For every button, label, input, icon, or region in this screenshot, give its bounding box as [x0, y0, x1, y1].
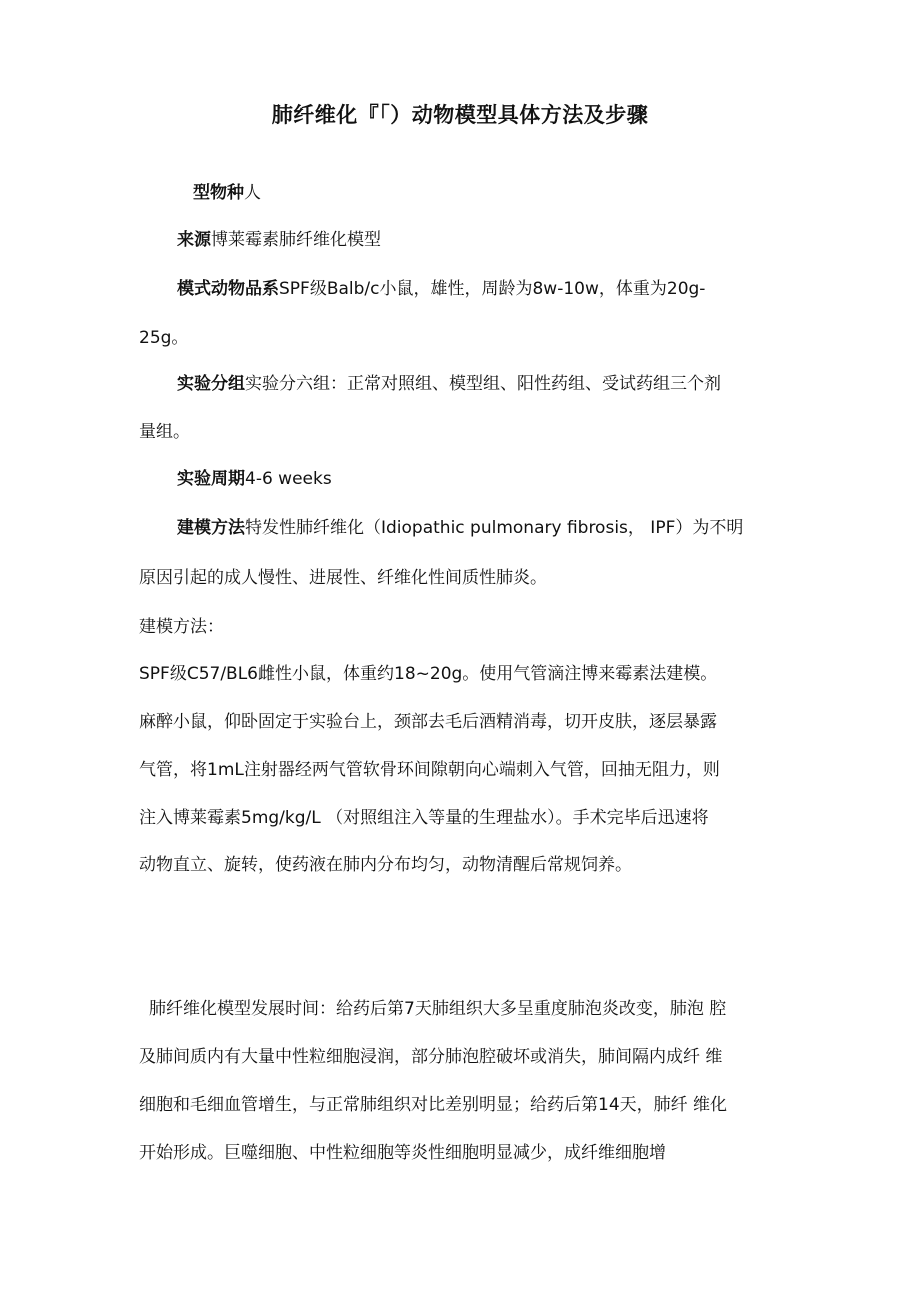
method-heading: 建模方法：: [139, 617, 224, 637]
timeline-line: 开始形成。巨噬细胞、中性粒细胞等炎性细胞明显减少，成纤维细胞增: [139, 1143, 666, 1163]
method-value: 特发性肺纤维化（Idiopathic pulmonary fibrosis， IPF）为不明: [245, 518, 744, 538]
period-line: [177, 467, 332, 491]
grouping-continuation: 量组。: [139, 422, 190, 442]
grouping-label: 实验分组: [177, 374, 245, 394]
method-label: 建模方法: [177, 518, 245, 538]
document-title: 肺纤维化『「）动物模型具体方法及步骤: [271, 103, 649, 127]
source-value: 博莱霉素肺纤维化模型: [211, 230, 381, 250]
strain-label: 模式动物品系: [177, 279, 279, 299]
method-continuation: 原因引起的成人慢性、进展性、纤维化性间质性肺炎。: [139, 568, 547, 588]
strain-value: SPF级Balb/c小鼠，雄性，周龄为8w-10w，体重为20g-: [279, 279, 706, 299]
grouping-line: [177, 372, 721, 396]
timeline-line: 肺纤维化模型发展时间：给药后第7天肺组织大多呈重度肺泡炎改变，肺泡 腔: [149, 999, 727, 1019]
species-label: 型物种: [193, 183, 244, 203]
grouping-value: 实验分六组：正常对照组、模型组、阳性药组、受试药组三个剂: [245, 374, 721, 394]
period-label: 实验周期: [177, 469, 245, 489]
method-line: [177, 516, 743, 540]
strain-line: [177, 277, 705, 301]
procedure-line: 注入博莱霉素5mg/kg/L （对照组注入等量的生理盐水）。手术完毕后迅速将: [139, 808, 709, 828]
procedure-line: 气管，将1mL注射器经两气管软骨环间隙朝向心端刺入气管，回抽无阻力，则: [139, 760, 720, 780]
species-line: [193, 181, 261, 205]
source-label: 来源: [177, 230, 211, 250]
source-line: [177, 228, 381, 252]
period-value: 4-6 weeks: [245, 469, 332, 489]
species-value: 人: [244, 183, 261, 203]
timeline-line: 及肺间质内有大量中性粒细胞浸润，部分肺泡腔破坏或消失，肺间隔内成纤 维: [139, 1047, 723, 1067]
strain-continuation: 25g。: [139, 328, 189, 348]
procedure-line: 麻醉小鼠，仰卧固定于实验台上，颈部去毛后酒精消毒，切开皮肤，逐层暴露: [139, 712, 717, 732]
procedure-line: 动物直立、旋转，使药液在肺内分布均匀，动物清醒后常规饲养。: [139, 855, 632, 875]
timeline-line: 细胞和毛细血管增生，与正常肺组织对比差别明显；给药后第14天，肺纤 维化: [139, 1095, 728, 1115]
procedure-line: SPF级C57/BL6雌性小鼠，体重约18~20g。使用气管滴注博来霉素法建模。: [139, 664, 718, 684]
